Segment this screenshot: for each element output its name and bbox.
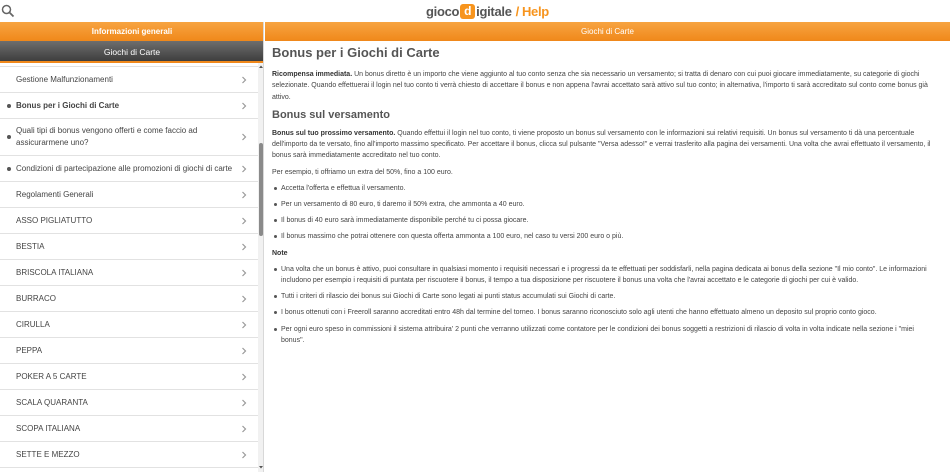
sidebar-item-label: PEPPA bbox=[16, 345, 43, 355]
top-bar bbox=[0, 0, 950, 22]
chevron-right-icon bbox=[240, 295, 248, 303]
list-item: Il bonus massimo che potrai ottenere con questa offerta ammonta a 100 euro, nel caso tu versi 200 euro o più. bbox=[272, 231, 938, 242]
sidebar-item-label: SETTE E MEZZO bbox=[16, 449, 80, 459]
sidebar-item-label: Regolamenti Generali bbox=[16, 189, 94, 199]
article bbox=[265, 41, 950, 346]
list-item: Accetta l'offerta e effettua il versamento. bbox=[272, 183, 938, 194]
section-title: Bonus sul versamento bbox=[272, 108, 390, 121]
sidebar-item[interactable] bbox=[0, 338, 258, 364]
chevron-right-icon bbox=[240, 165, 248, 173]
note-label: Note bbox=[272, 249, 288, 257]
chevron-right-icon bbox=[240, 399, 248, 407]
logo-text-gioco: gioco bbox=[426, 3, 460, 19]
help-logo[interactable] bbox=[426, 2, 549, 20]
chevron-right-icon bbox=[240, 347, 248, 355]
example-paragraph: Per esempio, ti offriamo un extra del 50%, fino a 100 euro. bbox=[272, 168, 453, 176]
deposit-text: Quando effettui il login nel tuo conto, ti viene proposto un bonus sul versamento con le informazioni sui relativi requisiti. Un bonus sul versamento ti dà una percentuale dell'importo da te versato, fino all'importo massimo specificato. Per accettare il bonus, clicca sul pulsante "Versa adesso!" e verrai trasferito alla pagina dei versamenti. Una volta che avrai effettuato il versamento, il bonus sarà immediatamente accreditato nel tuo conto. bbox=[272, 129, 931, 160]
page-title: Bonus per i Giochi di Carte bbox=[272, 45, 440, 60]
sidebar-item-label: SCOPA ITALIANA bbox=[16, 423, 81, 433]
main-content bbox=[265, 22, 950, 472]
chevron-right-icon bbox=[240, 217, 248, 225]
chevron-right-icon bbox=[240, 373, 248, 381]
logo-text-digitale: igitale bbox=[476, 3, 512, 19]
sidebar-item-label: SCALA QUARANTA bbox=[16, 397, 88, 407]
sidebar-item[interactable] bbox=[0, 442, 258, 468]
sidebar-item[interactable] bbox=[0, 286, 258, 312]
chevron-right-icon bbox=[240, 133, 248, 141]
note-list bbox=[272, 264, 938, 346]
content-header: Giochi di Carte bbox=[265, 22, 950, 41]
intro-bold: Ricompensa immediata. bbox=[272, 71, 353, 78]
sidebar-item[interactable] bbox=[0, 67, 258, 93]
list-item: Per ogni euro speso in commissioni il sistema attribuira' 2 punti che verranno utilizzati come contatore per le condizioni dei bonus soggetti a restrizioni di rilascio di volta in volta indicate nella sezione i "miei bonus". bbox=[272, 324, 938, 347]
logo-mark: d bbox=[460, 4, 475, 19]
scroll-up-arrow-icon[interactable] bbox=[258, 64, 264, 70]
bullet-icon bbox=[7, 135, 11, 139]
sidebar-item[interactable] bbox=[0, 312, 258, 338]
chevron-right-icon bbox=[240, 191, 248, 199]
sidebar-item-label: POKER A 5 CARTE bbox=[16, 371, 87, 381]
list-item: Per un versamento di 80 euro, ti daremo il 50% extra, che ammonta a 40 euro. bbox=[272, 199, 938, 210]
scrollbar-thumb[interactable] bbox=[259, 143, 263, 236]
example-list bbox=[272, 183, 938, 243]
chevron-right-icon bbox=[240, 243, 248, 251]
scroll-down-arrow-icon[interactable] bbox=[258, 464, 264, 470]
sidebar-item-label: BURRACO bbox=[16, 293, 57, 303]
sidebar-item[interactable] bbox=[0, 234, 258, 260]
intro-text: Un bonus diretto è un importo che viene aggiunto al tuo conto senza che sia necessario un versamento; si tratta di denaro con cui puoi giocare immediatamente, su categorie di giochi selezionate. Quando effettuerai il login nel tuo conto ti verrà chiesto di accettare il bonus e non appena l'avrai accettato sarà attivo sul tuo conto; in alternativa, l'importo ti sarà accreditato sul conto come bonus già attivo. bbox=[272, 71, 928, 101]
chevron-right-icon bbox=[240, 425, 248, 433]
sidebar bbox=[0, 22, 264, 472]
intro-paragraph bbox=[272, 69, 938, 103]
sidebar-item[interactable] bbox=[0, 390, 258, 416]
sidebar-item[interactable] bbox=[0, 208, 258, 234]
search-icon[interactable] bbox=[1, 4, 15, 18]
sidebar-item-label: Quali tipi di bonus vengono offerti e come faccio ad assicurarmene uno? bbox=[16, 126, 198, 147]
sidebar-subsection-header[interactable]: Giochi di Carte bbox=[0, 41, 264, 63]
chevron-right-icon bbox=[240, 269, 248, 277]
sidebar-item-label: Condizioni di partecipazione alle promozioni di giochi di carte bbox=[16, 163, 233, 173]
sidebar-section-header[interactable]: Informazioni generali bbox=[0, 22, 264, 41]
deposit-bold: Bonus sul tuo prossimo versamento. bbox=[272, 129, 396, 137]
sidebar-item-label: BRISCOLA ITALIANA bbox=[16, 267, 94, 277]
list-item: Una volta che un bonus è attivo, puoi consultare in qualsiasi momento i requisiti necessari e i progressi da te effettuati per soddisfarli, nella pagina dedicata ai bonus della sezione "Il mio conto". Le informazioni includono per esempio i requisiti di puntata per riscuotere il bonus, il tempo a tua disposizione per riscuotere il bonus una volta che l'avrai accettato e le categorie di giochi per cui è valido. bbox=[272, 264, 938, 287]
sidebar-item-label: CIRULLA bbox=[16, 319, 50, 329]
list-item: I bonus ottenuti con i Freeroll saranno accreditati entro 48h dal termine del torneo. I bonus saranno riconosciuto solo agli utenti che hanno effettuato almeno un deposito sul proprio conto gioco. bbox=[272, 307, 938, 318]
sidebar-scrollbar[interactable] bbox=[258, 63, 264, 472]
chevron-right-icon bbox=[240, 451, 248, 459]
chevron-right-icon bbox=[240, 76, 248, 84]
list-item: Il bonus di 40 euro sarà immediatamente disponibile perché tu ci possa giocare. bbox=[272, 215, 938, 226]
deposit-paragraph bbox=[272, 128, 938, 162]
bullet-icon bbox=[7, 104, 11, 108]
chevron-right-icon bbox=[240, 321, 248, 329]
sidebar-item[interactable] bbox=[0, 119, 258, 156]
chevron-right-icon bbox=[240, 102, 248, 110]
sidebar-item[interactable] bbox=[0, 260, 258, 286]
sidebar-item-label: ASSO PIGLIATUTTO bbox=[16, 215, 93, 225]
sidebar-list bbox=[0, 55, 258, 468]
sidebar-item[interactable] bbox=[0, 364, 258, 390]
sidebar-item[interactable] bbox=[0, 156, 258, 182]
sidebar-item-label: Bonus per i Giochi di Carte bbox=[16, 100, 120, 110]
sidebar-item-label: BESTIA bbox=[16, 241, 45, 251]
logo-slash: / bbox=[515, 3, 519, 19]
sidebar-item[interactable] bbox=[0, 182, 258, 208]
sidebar-item[interactable] bbox=[0, 93, 258, 119]
sidebar-item[interactable] bbox=[0, 416, 258, 442]
sidebar-item-label: Gestione Malfunzionamenti bbox=[16, 74, 113, 84]
list-item: Tutti i criteri di rilascio dei bonus sui Giochi di Carte sono legati ai punti status accumulati sui Giochi di carte. bbox=[272, 291, 938, 302]
bullet-icon bbox=[7, 167, 11, 171]
logo-help: Help bbox=[521, 3, 549, 19]
